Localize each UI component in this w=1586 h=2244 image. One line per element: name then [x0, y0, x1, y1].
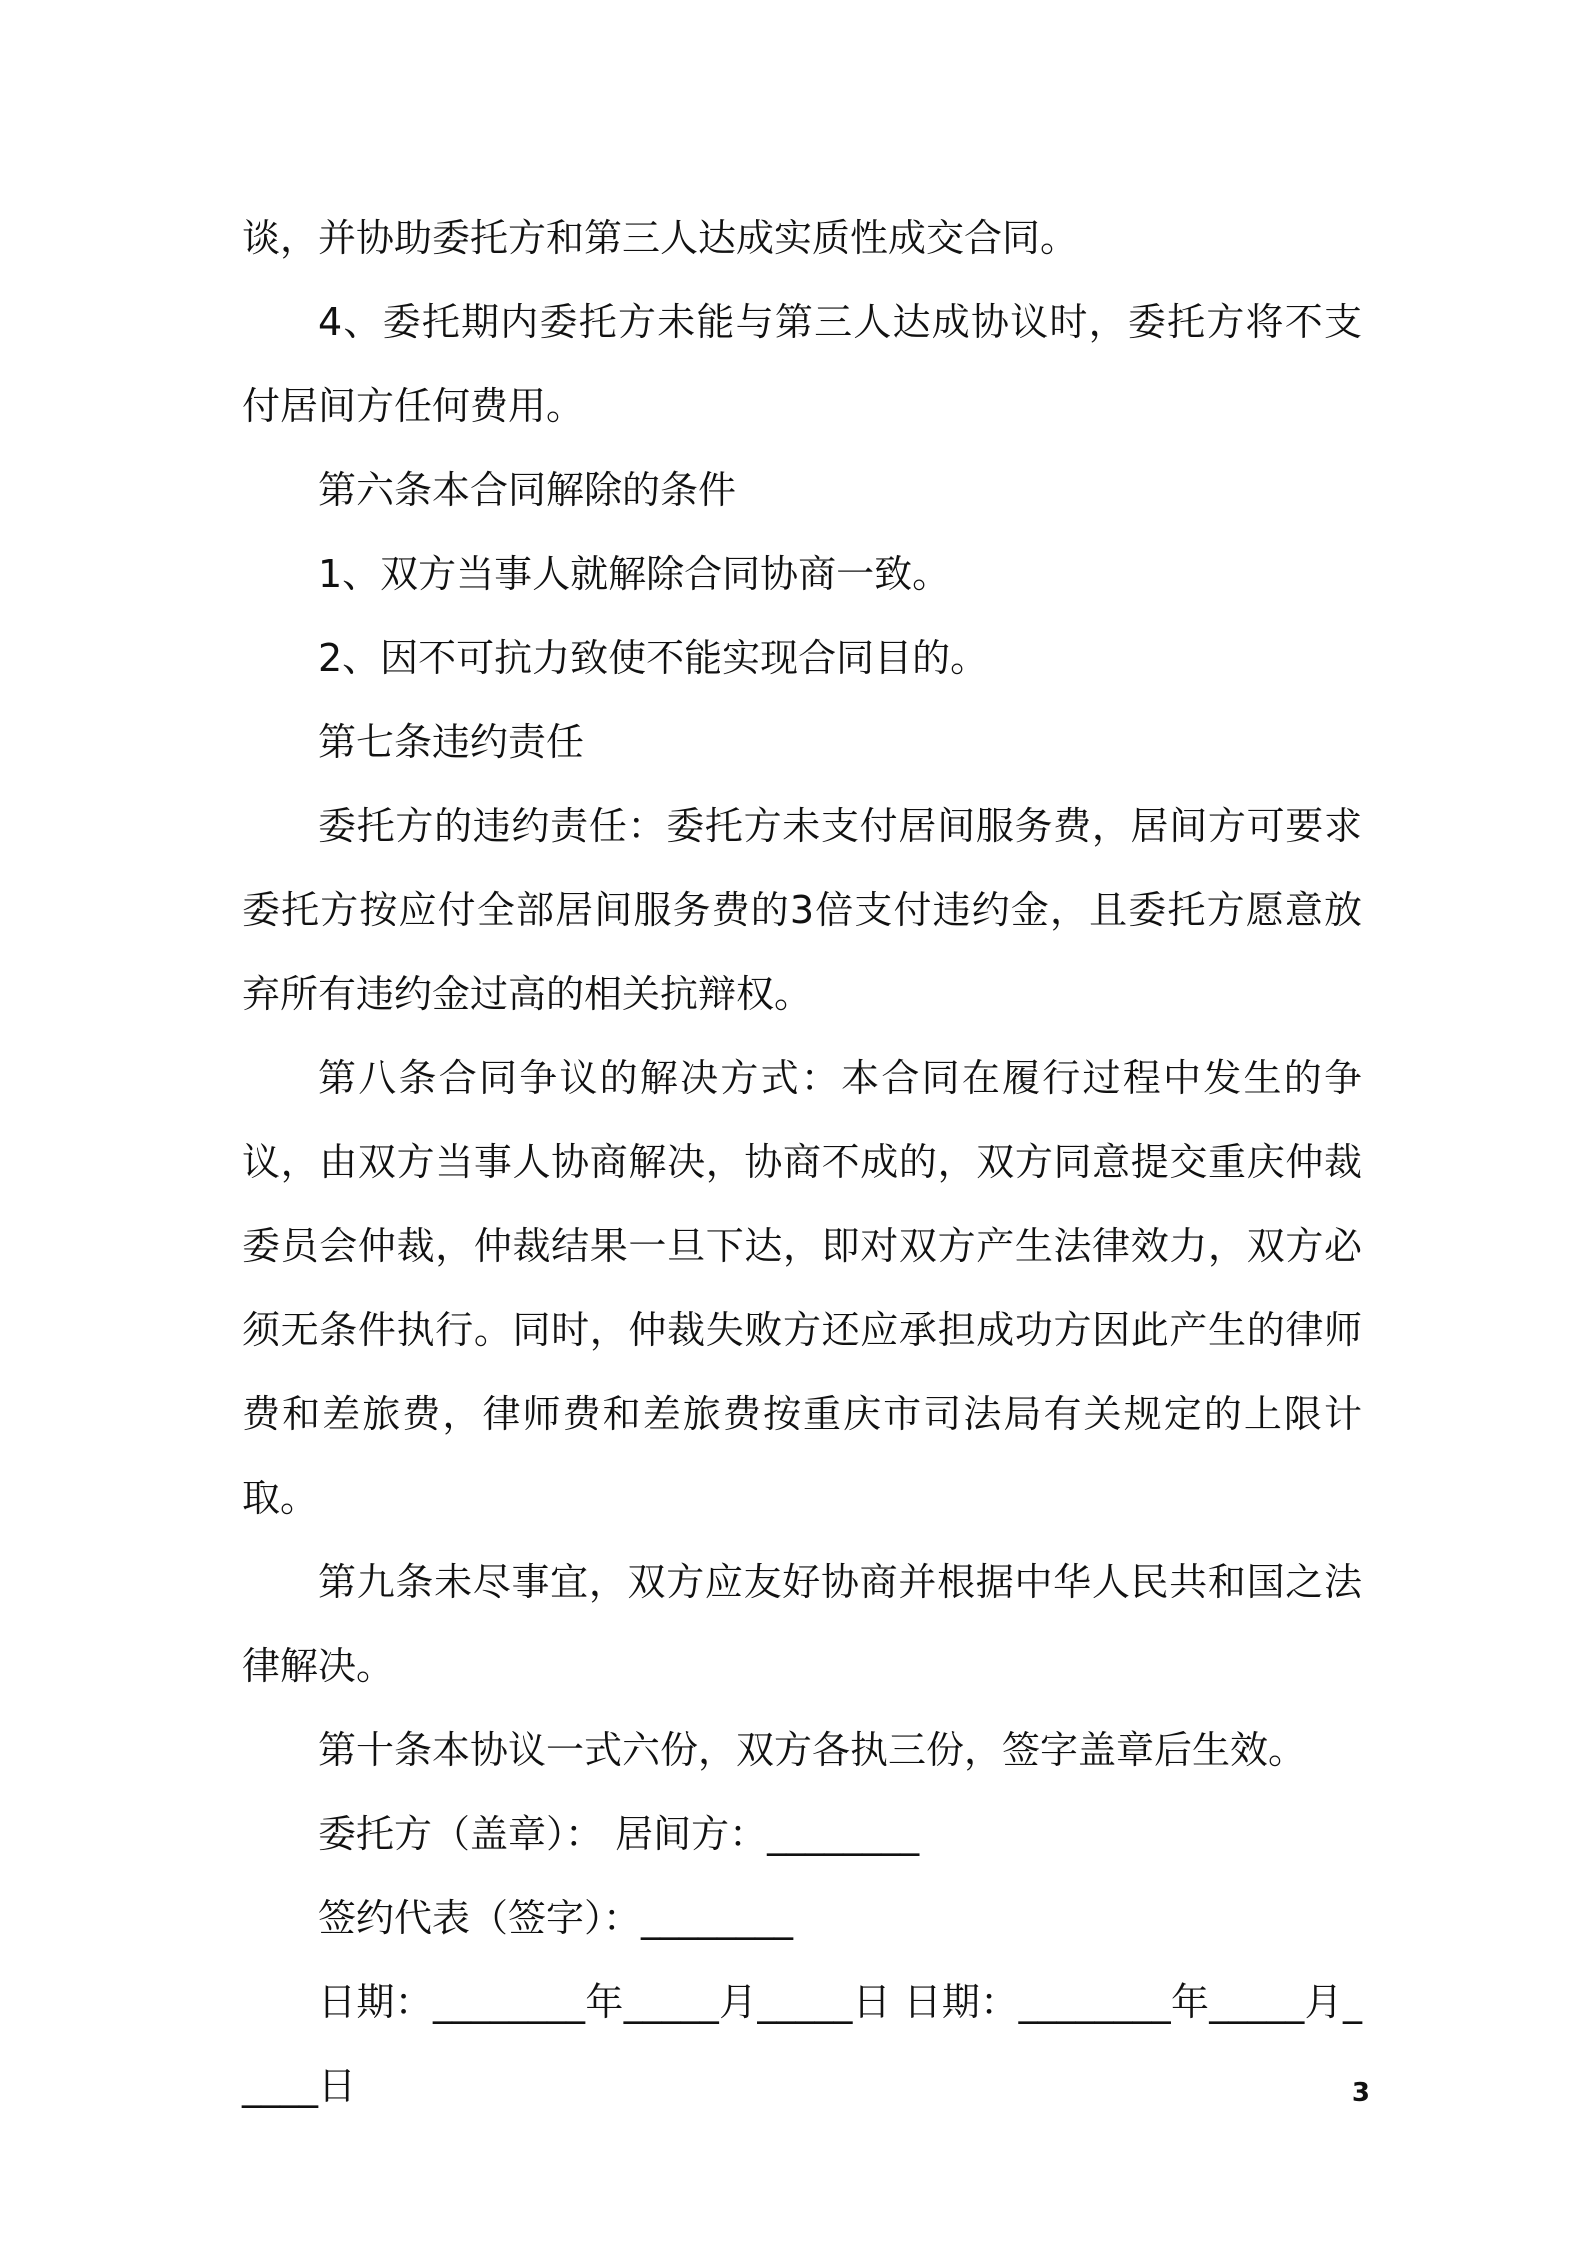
paragraph-clause-4: 4、委托期内委托方未能与第三人达成协议时，委托方将不支付居间方任何费用。: [242, 300, 1362, 428]
document-body: [242, 196, 1362, 2128]
signature-line-parties: 委托方（盖章）： 居间方：________: [318, 1812, 920, 1856]
page-number: 3: [1351, 2078, 1370, 2108]
signature-line-dates: 日期：________年_____月_____日 日期：________年_____月_____日: [242, 1980, 1362, 2108]
paragraph-continuation: 谈，并协助委托方和第三人达成实质性成交合同。: [242, 216, 1079, 260]
article-6-heading: 第六条本合同解除的条件: [318, 468, 737, 512]
signature-line-representative: 签约代表（签字）：________: [318, 1896, 794, 1940]
article-6-item-1: 1、双方当事人就解除合同协商一致。: [318, 552, 951, 596]
article-9-body: 第九条未尽事宜，双方应友好协商并根据中华人民共和国之法律解决。: [242, 1560, 1362, 1688]
article-10-body: 第十条本协议一式六份，双方各执三份，签字盖章后生效。: [318, 1728, 1307, 1772]
article-8-body: 第八条合同争议的解决方式：本合同在履行过程中发生的争议，由双方当事人协商解决，协商不成的，双方同意提交重庆仲裁委员会仲裁，仲裁结果一旦下达，即对双方产生法律效力，双方必须无条件执行。同时，仲裁失败方还应承担成功方因此产生的律师费和差旅费，律师费和差旅费按重庆市司法局有关规定的上限计取。: [242, 1056, 1362, 1520]
article-6-item-2: 2、因不可抗力致使不能实现合同目的。: [318, 636, 989, 680]
article-7-heading: 第七条违约责任: [318, 720, 585, 764]
article-7-body: 委托方的违约责任：委托方未支付居间服务费，居间方可要求委托方按应付全部居间服务费的3倍支付违约金，且委托方愿意放弃所有违约金过高的相关抗辩权。: [242, 804, 1362, 1016]
